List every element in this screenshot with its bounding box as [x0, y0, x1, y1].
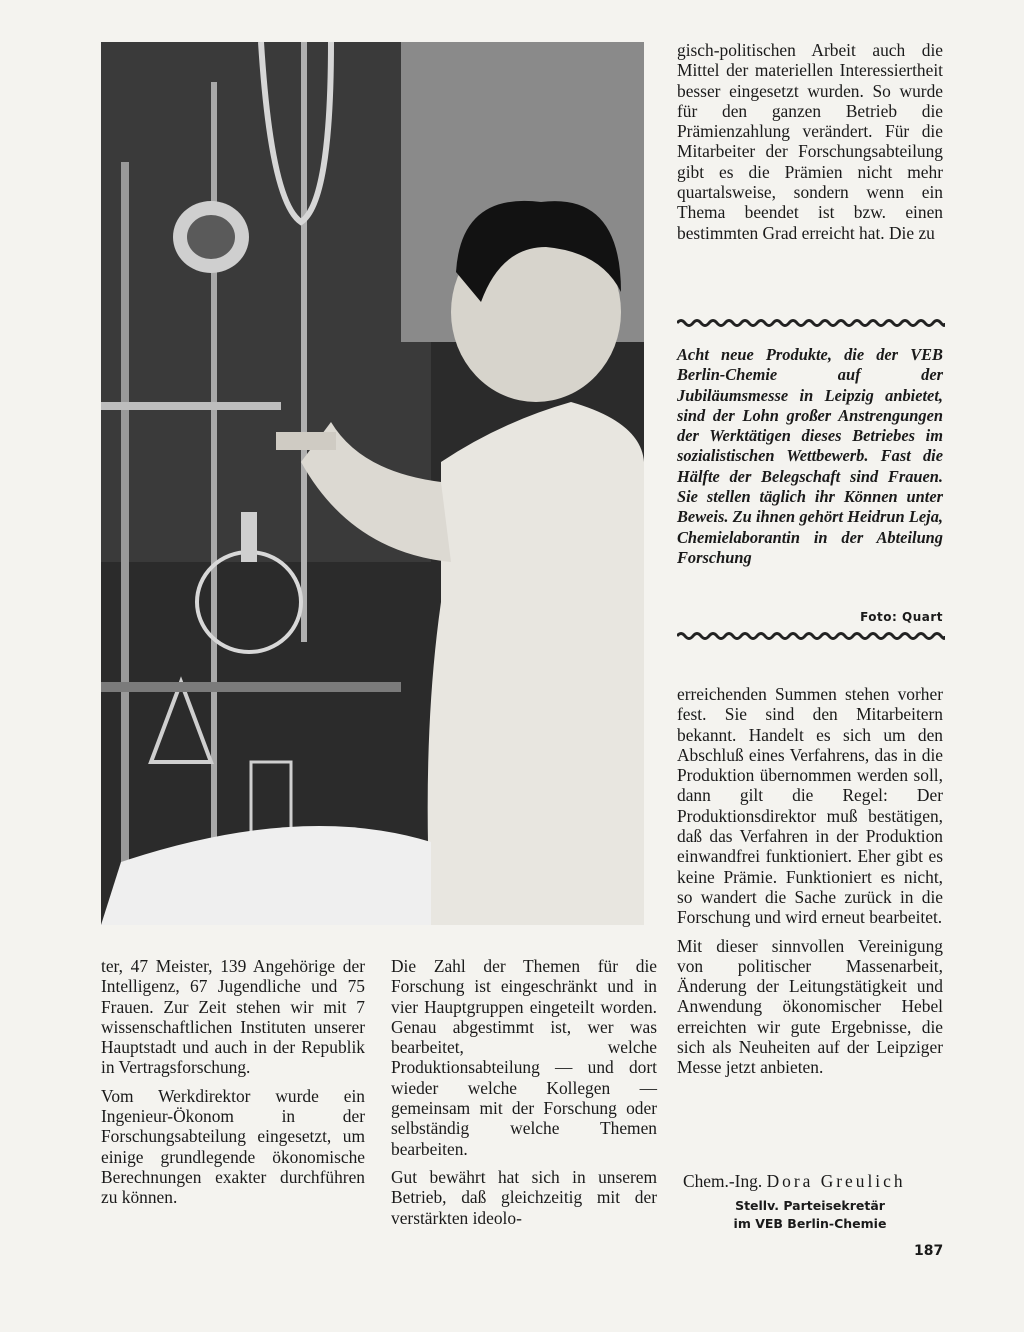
column-1: [101, 956, 365, 1208]
photo-illustration: [101, 42, 644, 925]
column-1-paragraph-2: Vom Werkdirektor wurde ein Ingenieur-Ökonom in der Forschungsabteilung eingesetzt, um einige grundlegende ökonomische Berechnungen exakter durchführen zu können.: [101, 1085, 365, 1208]
author-role: [677, 1197, 943, 1233]
column-2: [391, 956, 657, 1228]
column-1-paragraph-1: ter, 47 Meister, 139 Angehörige der Intelligenz, 67 Jugendliche und 75 Frauen. Zur Zeit stehen wir mit 7 wissenschaftlichen Instituten unserer Hauptstadt und auch in der Republik in Vertragsforschung.: [101, 956, 365, 1078]
author-name: Dora Greulich: [766, 1171, 906, 1191]
column-3-bottom-paragraph-2: Mit dieser sinnvollen Vereinigung von politischer Massenarbeit, Änderung der Leitungstätigkeit und Anwendung ökonomischer Hebel erreichten wir gute Ergebnisse, die sich als Neuheiten auf der Leipziger Messe jetzt anbieten.: [677, 935, 943, 1078]
column-3-bottom-paragraph-1: erreichenden Summen stehen vorher fest. Sie sind den Mitarbeitern bekannt. Handelt es sich um den Abschluß eines Verfahrens, das in die Produktion übernommen werden soll, dann gilt die Regel: Der Produktionsdirektor muß bestätigen, daß das Verfahren in der Produktion einwandfrei funktioniert. Eher gibt es keine Prämie. Funktioniert es nicht, so wandert die Sache zurück in die Forschung und wird erneut bearbeitet.: [677, 684, 943, 928]
column-3-top-paragraph-1: gisch-politischen Arbeit auch die Mittel der materiellen Interessiertheit besser eingesetzt wurden. So wurde für den ganzen Betrieb die Prämienzahlung verändert. Für die Mitarbeiter der Forschungsabteilung gibt es die Prämien nicht mehr quartalsweise, sondern wenn ein Thema beendet ist bzw. einen bestimmten Grad erreicht hat. Die zu: [677, 40, 943, 243]
page-number: 187: [914, 1243, 944, 1259]
laboratory-photo: [101, 42, 644, 925]
column-3-top: [677, 40, 943, 243]
column-3-bottom: [677, 684, 943, 1078]
author-signature: [683, 1171, 906, 1192]
author-title: Chem.-Ing.: [683, 1171, 763, 1191]
author-role-line-2: im VEB Berlin-Chemie: [733, 1216, 887, 1231]
author-role-line-1: Stellv. Parteisekretär: [735, 1198, 885, 1213]
wavy-divider-top: [677, 318, 945, 328]
photo-credit: Foto: Quart: [860, 610, 943, 624]
photo-caption: Acht neue Produkte, die der VEB Berlin-Chemie auf der Jubiläumsmesse in Leipzig anbietet, sind der Lohn großer Anstrengungen der Werktätigen dieses Betriebes im sozialistischen Wettbewerb. Fast die Hälfte der Belegschaft sind Frauen. Sie stellen täglich ihr Können unter Beweis. Zu ihnen gehört Heidrun Leja, Chemielaborantin in der Abteilung Forschung: [677, 345, 943, 567]
column-2-paragraph-2: Gut bewährt hat sich in unserem Betrieb, daß gleichzeitig mit der verstärkten ideolo-: [391, 1166, 657, 1228]
wavy-divider-bottom: [677, 631, 945, 641]
column-2-paragraph-1: Die Zahl der Themen für die Forschung ist eingeschränkt und in vier Hauptgruppen eingeteilt worden. Genau abgestimmt ist, wer was bearbeitet, welche Produktionsabteilung — und dort wieder welche Kollegen — gemeinsam mit der Forschung oder selbständig welche Themen bearbeiten.: [391, 956, 657, 1159]
